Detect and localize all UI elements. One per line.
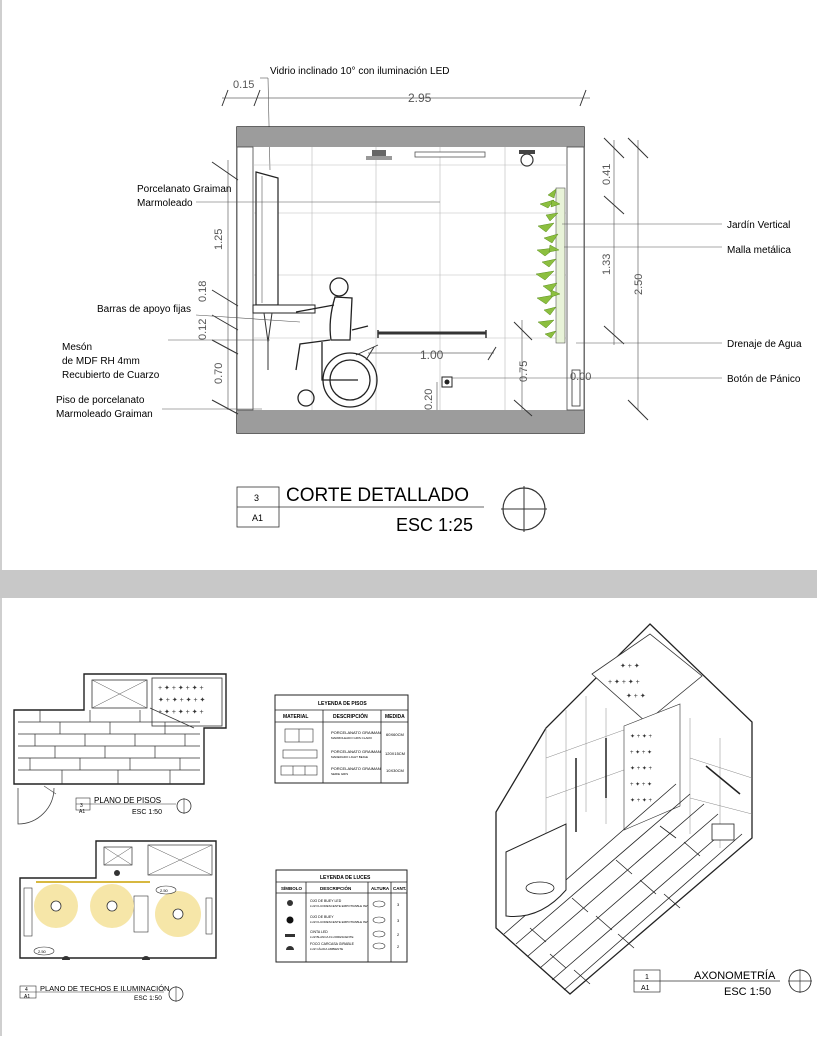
- leyenda-luces: [276, 870, 407, 962]
- plans-drawing: [0, 598, 817, 1036]
- leyenda-pisos-r2-sub: MADERADO LIGHT BEIGE: [331, 755, 368, 759]
- techos-sheet: A1: [24, 994, 31, 1000]
- leyenda-pisos-h3: MEDIDA: [385, 714, 405, 720]
- label-porcelanato-1: Porcelanato Graiman: [137, 184, 232, 195]
- label-drenaje: Drenaje de Agua: [727, 339, 802, 350]
- techos-scale: ESC 1:50: [134, 995, 162, 1002]
- leyenda-luces-r1-qty: 3: [397, 902, 400, 907]
- leyenda-luces-r1-desc: OJO DE BUEY LED: [310, 899, 342, 903]
- svg-text:✦ + ✦ +: ✦ + ✦ +: [630, 766, 653, 772]
- leyenda-luces-r3-desc: CINTA LED: [310, 930, 328, 934]
- techos-tag-2: 2.50: [38, 949, 46, 954]
- techos-tag-1: 2.50: [160, 888, 168, 893]
- leyenda-pisos-h2: DESCRIPCIÓN: [333, 714, 368, 720]
- label-meson-1: Mesón: [62, 342, 93, 353]
- leyenda-luces-r4-desc: FOCO CARCASA GIRABLE: [310, 942, 354, 946]
- dim-133: 1.33: [601, 253, 613, 275]
- title-block-corte: [237, 485, 547, 535]
- dim-070: 0.70: [213, 362, 225, 384]
- techos-title: PLANO DE TECHOS E ILUMINACIÓN: [40, 984, 170, 993]
- leyenda-pisos-r1-size: 60X60CM: [386, 732, 404, 737]
- dim-000: 0.00: [570, 371, 592, 383]
- axo-sheet: A1: [641, 985, 650, 992]
- pisos-title: PLANO DE PISOS: [94, 796, 162, 805]
- techos-number: 4: [25, 987, 28, 993]
- label-porcelanato-2: Marmoleado: [137, 198, 193, 209]
- dim-075: 0.75: [518, 360, 530, 382]
- pisos-number: 3: [80, 803, 83, 809]
- top-note: Vidrio inclinado 10° con iluminación LED: [270, 66, 450, 77]
- axo-scale: ESC 1:50: [724, 986, 772, 998]
- dim-125: 1.25: [213, 228, 225, 250]
- leyenda-pisos-r3-sub: SERIE GRIS: [331, 772, 349, 776]
- label-barras: Barras de apoyo fijas: [97, 304, 191, 315]
- leyenda-pisos-r2-desc: PORCELANATO GRAIMAN: [331, 749, 381, 754]
- corte-scale: ESC 1:25: [396, 515, 474, 535]
- leyenda-luces-r3-qty: 2: [397, 932, 400, 937]
- label-malla: Malla metálica: [727, 245, 791, 256]
- leyenda-luces-r3-sub: LUZ BLANCA FLUORESCENTE: [310, 935, 354, 939]
- dim-100: 1.00: [420, 348, 444, 362]
- leyenda-pisos-r1-sub: MARMOLEADO GRIS CLARO: [331, 736, 373, 740]
- leyenda-pisos: [275, 695, 408, 783]
- dim-018: 0.18: [197, 280, 209, 302]
- corte-sheet: A1: [252, 513, 264, 523]
- svg-text:+ ✦ + ✦ + ✦ +: + ✦ + ✦ + ✦ +: [158, 685, 204, 692]
- leyenda-pisos-r3-size: 10X30CM: [386, 768, 404, 773]
- dim-012: 0.12: [197, 318, 209, 340]
- svg-text:✦ + ✦ + ✦ + ✦: ✦ + ✦ + ✦ + ✦: [158, 697, 206, 704]
- sheet-separator: [0, 570, 817, 598]
- label-piso-1: Piso de porcelanato: [56, 395, 145, 406]
- dim-020: 0.20: [423, 388, 435, 410]
- axonometria: [496, 624, 812, 998]
- label-meson-3: Recubierto de Cuarzo: [62, 370, 160, 381]
- leyenda-luces-r4-sub: LUZ CÁLIDA AMBIENTE: [310, 947, 344, 951]
- leyenda-luces-h4: CANT.: [393, 886, 407, 891]
- label-jardin: Jardín Vertical: [727, 220, 791, 231]
- plano-techos: [20, 841, 216, 1002]
- svg-text:✦ + ✦: ✦ + ✦: [620, 663, 640, 670]
- leyenda-luces-r2-sub: LUZ FLUORESCENTE EMPOTRABLE 9W: [310, 920, 368, 924]
- vertical-garden: [536, 188, 565, 343]
- label-meson-2: de MDF RH 4mm: [62, 356, 140, 367]
- leyenda-luces-h3: ALTURA: [371, 886, 390, 891]
- leyenda-pisos-r3-desc: PORCELANATO GRAIMAN: [331, 766, 381, 771]
- plans-sheet: [0, 598, 817, 1036]
- svg-text:+ ✦ + ✦ +: + ✦ + ✦ +: [608, 679, 640, 686]
- svg-text:+ ✦ + ✦ + ✦ +: + ✦ + ✦ + ✦ +: [158, 709, 204, 716]
- dim-015: 0.15: [233, 79, 255, 91]
- leyenda-luces-r4-qty: 2: [397, 944, 400, 949]
- svg-text:✦ + ✦: ✦ + ✦: [626, 693, 646, 700]
- axo-title: AXONOMETRÍA: [694, 970, 776, 982]
- pisos-scale: ESC 1:50: [132, 809, 162, 816]
- label-boton: Botón de Pánico: [727, 374, 801, 385]
- leyenda-pisos-h1: MATERIAL: [283, 714, 309, 720]
- plano-pisos: [14, 674, 226, 824]
- leyenda-luces-r1-sub: LUZ FLUORESCENTE EMPOTRABLE 9W: [310, 904, 368, 908]
- svg-text:✦ + ✦ +: ✦ + ✦ +: [630, 798, 653, 804]
- corte-title: CORTE DETALLADO: [286, 485, 470, 506]
- label-piso-2: Marmoleado Graiman: [56, 409, 153, 420]
- leyenda-pisos-title: LEYENDA DE PISOS: [318, 701, 367, 707]
- leyenda-luces-h1: SÍMBOLO: [281, 886, 302, 891]
- leyenda-luces-title: LEYENDA DE LUCES: [320, 875, 371, 881]
- svg-text:+ ✦ + ✦: + ✦ + ✦: [630, 782, 653, 788]
- leyenda-pisos-r1-desc: PORCELANATO GRAIMAN: [331, 730, 381, 735]
- svg-text:✦ + ✦ +: ✦ + ✦ +: [630, 734, 653, 740]
- leyenda-luces-r2-desc: OJO DE BUEY: [310, 915, 334, 919]
- dim-295: 2.95: [408, 91, 432, 105]
- axo-number: 1: [645, 974, 649, 981]
- leyenda-pisos-r2-size: 120X15CM: [385, 751, 406, 756]
- leyenda-luces-r2-qty: 3: [397, 918, 400, 923]
- dim-041: 0.41: [601, 163, 613, 185]
- pisos-sheet: A1: [79, 809, 86, 815]
- dim-250: 2.50: [633, 273, 645, 295]
- corte-number: 3: [254, 493, 260, 503]
- leyenda-luces-h2: DESCRIPCIÓN: [320, 886, 352, 891]
- svg-text:+ ✦ + ✦: + ✦ + ✦: [630, 750, 653, 756]
